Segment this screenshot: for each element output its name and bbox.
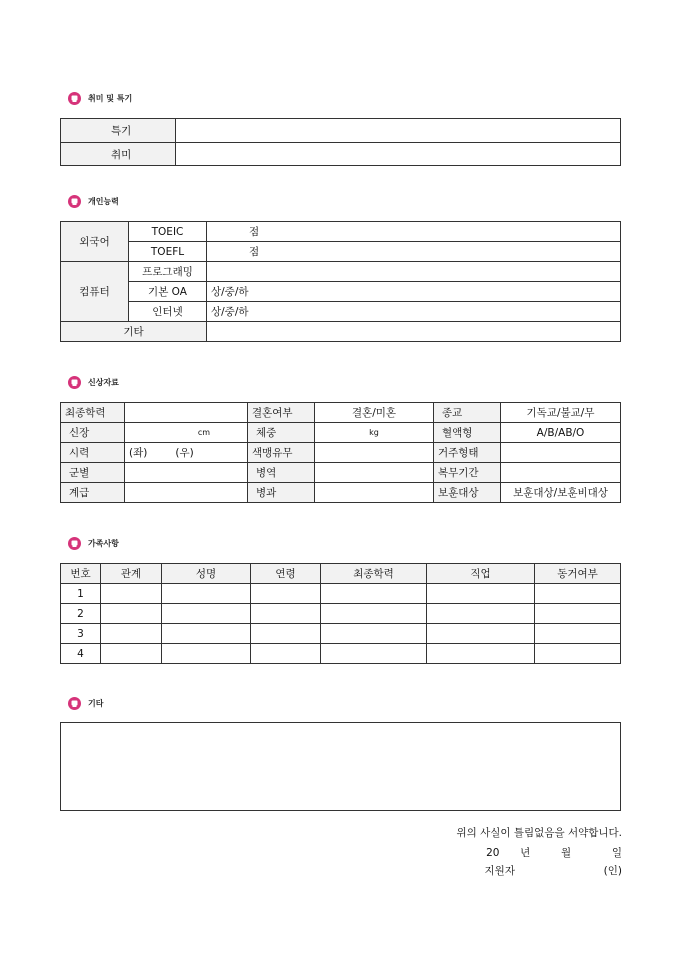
- vision-right: (우): [175, 447, 194, 459]
- blood-label: 혈액형: [434, 423, 501, 443]
- foreign-language-label: 외국어: [61, 222, 129, 262]
- height-input[interactable]: cm: [125, 423, 248, 443]
- rank-input[interactable]: [125, 483, 248, 503]
- vision-input[interactable]: [125, 443, 248, 463]
- section-bullet-icon: [68, 92, 81, 105]
- family-row-number: 3: [61, 624, 101, 644]
- section-title-text: 취미 및 특기: [88, 92, 133, 103]
- toeic-label: TOEIC: [129, 222, 207, 242]
- religion-value[interactable]: 기독교/불교/무: [501, 403, 621, 423]
- veteran-label: 보훈대상: [434, 483, 501, 503]
- height-label: 신장: [61, 423, 125, 443]
- family-table: [60, 563, 621, 664]
- family-cell[interactable]: [321, 644, 427, 664]
- date-line: [486, 845, 622, 860]
- section-bullet-icon: [68, 537, 81, 550]
- hobby-input[interactable]: [176, 143, 621, 166]
- computer-label: 컴퓨터: [61, 262, 129, 322]
- pledge-statement: 위의 사실이 틀림없음을 서약합니다.: [456, 827, 622, 839]
- family-cell[interactable]: [427, 604, 535, 624]
- colorblind-input[interactable]: [315, 443, 434, 463]
- family-row-number: 4: [61, 644, 101, 664]
- family-cell[interactable]: [101, 584, 162, 604]
- family-cell[interactable]: [101, 644, 162, 664]
- family-header-cell: 성명: [162, 564, 251, 584]
- section-title-ability: [68, 194, 119, 208]
- toeic-score[interactable]: 점: [207, 222, 621, 242]
- family-cell[interactable]: [101, 604, 162, 624]
- section-title-hobby: [68, 91, 132, 105]
- branch-input[interactable]: [315, 483, 434, 503]
- table-row: [61, 604, 621, 624]
- residence-input[interactable]: [501, 443, 621, 463]
- section-bullet-icon: [68, 697, 81, 710]
- hobby-table: [60, 118, 621, 166]
- section-bullet-icon: [68, 376, 81, 389]
- internet-level[interactable]: 상/중/하: [207, 302, 621, 322]
- etc-input[interactable]: [207, 322, 621, 342]
- family-cell[interactable]: [251, 624, 321, 644]
- table-row: [61, 584, 621, 604]
- veteran-value[interactable]: 보훈대상/보훈비대상: [501, 483, 621, 503]
- section-title-personal: [68, 375, 119, 389]
- family-cell[interactable]: [535, 624, 621, 644]
- family-cell[interactable]: [427, 624, 535, 644]
- residence-label: 거주형태: [434, 443, 501, 463]
- section-title-other: [68, 696, 103, 710]
- marriage-value[interactable]: 결혼/미혼: [315, 403, 434, 423]
- blood-value[interactable]: A/B/AB/O: [501, 423, 621, 443]
- year-label: 년: [520, 847, 531, 859]
- section-title-family: [68, 536, 119, 550]
- family-cell[interactable]: [427, 584, 535, 604]
- internet-label: 인터넷: [129, 302, 207, 322]
- family-cell[interactable]: [162, 644, 251, 664]
- applicant-label: 지원자: [484, 865, 515, 877]
- special-label: 특기: [61, 119, 176, 143]
- family-row-number: 1: [61, 584, 101, 604]
- weight-input[interactable]: kg: [315, 423, 434, 443]
- family-header-cell: 번호: [61, 564, 101, 584]
- section-title-text: 가족사항: [88, 537, 119, 548]
- service-label: 병역: [248, 463, 315, 483]
- other-textarea[interactable]: [60, 722, 621, 811]
- table-row: [61, 644, 621, 664]
- family-cell[interactable]: [251, 604, 321, 624]
- section-title-text: 기타: [88, 697, 104, 708]
- family-cell[interactable]: [535, 644, 621, 664]
- family-header-cell: 동거여부: [535, 564, 621, 584]
- service-period-label: 복무기간: [434, 463, 501, 483]
- religion-label: 종교: [434, 403, 501, 423]
- family-cell[interactable]: [321, 584, 427, 604]
- etc-label: 기타: [61, 322, 207, 342]
- branch-label: 병과: [248, 483, 315, 503]
- ability-table: [60, 221, 621, 342]
- military-input[interactable]: [125, 463, 248, 483]
- family-cell[interactable]: [162, 604, 251, 624]
- vision-label: 시력: [61, 443, 125, 463]
- family-header-cell: 직업: [427, 564, 535, 584]
- family-cell[interactable]: [101, 624, 162, 644]
- service-period-input[interactable]: [501, 463, 621, 483]
- personal-table: [60, 402, 621, 503]
- family-cell[interactable]: [162, 624, 251, 644]
- education-input[interactable]: [125, 403, 248, 423]
- table-row: [61, 624, 621, 644]
- programming-label: 프로그래밍: [129, 262, 207, 282]
- family-cell[interactable]: [321, 604, 427, 624]
- toefl-score[interactable]: 점: [207, 242, 621, 262]
- special-input[interactable]: [176, 119, 621, 143]
- seal-label: (인): [603, 865, 622, 877]
- basic-oa-level[interactable]: 상/중/하: [207, 282, 621, 302]
- service-input[interactable]: [315, 463, 434, 483]
- military-label: 군별: [61, 463, 125, 483]
- family-cell[interactable]: [535, 604, 621, 624]
- section-bullet-icon: [68, 195, 81, 208]
- day-label: 일: [611, 847, 622, 859]
- year-prefix: 20: [486, 847, 500, 859]
- toefl-label: TOEFL: [129, 242, 207, 262]
- hobby-label: 취미: [61, 143, 176, 166]
- family-header-cell: 관계: [101, 564, 162, 584]
- section-title-text: 신상자료: [88, 376, 119, 387]
- applicant-line: [485, 863, 622, 878]
- family-header-cell: 최종학력: [321, 564, 427, 584]
- family-row-number: 2: [61, 604, 101, 624]
- month-label: 월: [561, 847, 572, 859]
- family-cell[interactable]: [427, 644, 535, 664]
- programming-input[interactable]: [207, 262, 621, 282]
- family-cell[interactable]: [535, 584, 621, 604]
- family-cell[interactable]: [321, 624, 427, 644]
- family-cell[interactable]: [251, 584, 321, 604]
- vision-left: (좌): [129, 447, 148, 459]
- family-cell[interactable]: [251, 644, 321, 664]
- education-label: 최종학력: [61, 403, 125, 423]
- section-title-text: 개인능력: [88, 195, 119, 206]
- marriage-label: 결혼여부: [248, 403, 315, 423]
- family-header-cell: 연령: [251, 564, 321, 584]
- weight-label: 체중: [248, 423, 315, 443]
- family-cell[interactable]: [162, 584, 251, 604]
- basic-oa-label: 기본 OA: [129, 282, 207, 302]
- rank-label: 계급: [61, 483, 125, 503]
- colorblind-label: 색맹유무: [248, 443, 315, 463]
